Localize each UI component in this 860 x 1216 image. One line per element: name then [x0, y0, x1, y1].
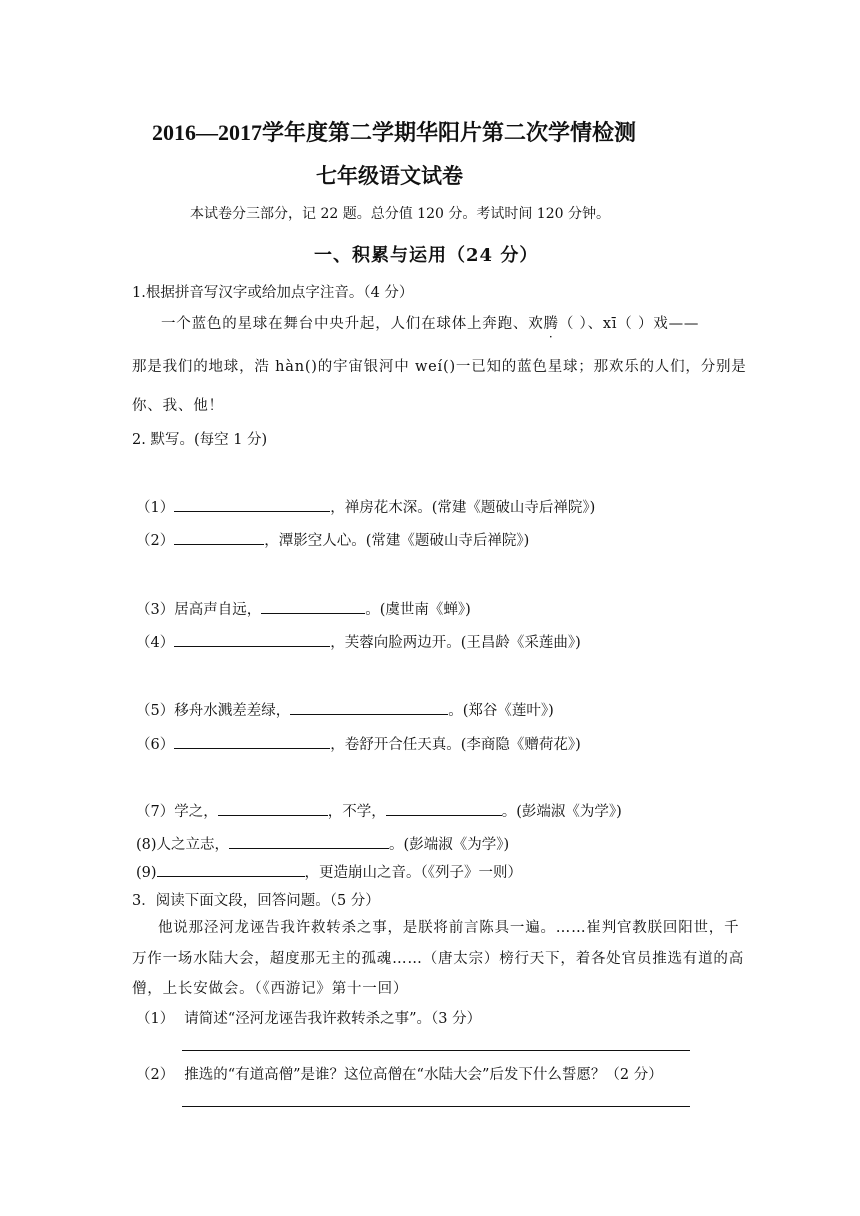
recitation-item-1	[136, 496, 595, 517]
item-number: (9)	[136, 865, 157, 881]
recitation-item-4	[136, 631, 581, 652]
item-text: 学之，	[174, 804, 218, 820]
exam-title: 2016—2017学年度第二学期华阳片第二次学情检测	[152, 120, 637, 145]
sub-number: （1）	[136, 1011, 175, 1027]
item-number: （4）	[136, 635, 175, 651]
section-heading-1: 一、积累与运用（24 分）	[314, 245, 539, 266]
item-text: ，芙蓉向脸两边开。(王昌龄《采莲曲》)	[330, 635, 581, 651]
item-text: ，不学，	[327, 804, 386, 820]
recitation-item-6	[136, 733, 581, 754]
question-1-line-1	[161, 312, 699, 333]
item-number: （1）	[136, 500, 175, 516]
answer-line[interactable]	[182, 1106, 690, 1107]
question-1-line-3: 你、我、他！	[132, 398, 224, 414]
recitation-item-5	[136, 699, 554, 720]
sub-text: 推选的“有道高僧”是谁？这位高僧在“水陆大会”后发下什么誓愿？（2 分）	[184, 1067, 663, 1083]
question-3-stem: 3．阅读下面文段，回答问题。（5 分）	[132, 893, 380, 909]
item-number: （7）	[136, 804, 175, 820]
answer-blank[interactable]	[174, 734, 330, 749]
item-number: （5）	[136, 703, 175, 719]
answer-blank[interactable]	[261, 599, 365, 614]
item-text: ，更造崩山之音。（《列子》一则）	[304, 865, 523, 881]
item-text: 。(虞世南《蝉》)	[365, 602, 471, 618]
item-number: (8)	[136, 837, 157, 853]
exam-subtitle: 七年级语文试卷	[316, 163, 463, 188]
item-text: 居高声自远，	[174, 602, 262, 618]
answer-blank[interactable]	[174, 530, 264, 545]
item-text: 。(彭端淑《为学》)	[501, 804, 622, 820]
answer-blank[interactable]	[386, 801, 502, 816]
question-3-sub-1	[136, 1007, 481, 1028]
question-1-stem: 1.根据拼音写汉字或给加点字注音。（4 分）	[132, 285, 414, 301]
recitation-item-8	[136, 833, 509, 854]
sub-number: （2）	[136, 1067, 175, 1083]
question-1-line-2: 那是我们的地球，浩 hàn()的宇宙银河中 weí()一已知的蓝色星球；那欢乐的人们，分别是	[132, 359, 747, 375]
answer-line[interactable]	[182, 1050, 690, 1051]
question-1-dotted-char: 腾	[543, 316, 559, 332]
answer-blank[interactable]	[157, 862, 305, 877]
answer-blank[interactable]	[174, 497, 330, 512]
item-number: （3）	[136, 602, 175, 618]
recitation-item-9	[136, 861, 522, 882]
exam-instructions: 本试卷分三部分，记 22 题。总分值 120 分。考试时间 120 分钟。	[190, 206, 610, 222]
item-text: ，禅房花木深。(常建《题破山寺后禅院》)	[330, 500, 596, 516]
item-number: （2）	[136, 533, 175, 549]
answer-blank[interactable]	[290, 700, 448, 715]
recitation-item-7	[136, 800, 622, 821]
recitation-item-3	[136, 598, 471, 619]
item-number: （6）	[136, 737, 175, 753]
answer-blank[interactable]	[229, 834, 389, 849]
question-3-passage-line-3: 僧，上长安做会。（《西游记》第十一回）	[132, 981, 409, 997]
sub-text: 请简述“泾河龙诬告我许救转杀之事”。（3 分）	[184, 1011, 482, 1027]
answer-blank[interactable]	[218, 801, 328, 816]
recitation-item-2	[136, 529, 529, 550]
question-3-passage-line-1: 他说那泾河龙诬告我许救转杀之事，是朕将前言陈具一遍。……崔判官教朕回阳世，千	[158, 920, 740, 936]
question-1-line-1-text-b: （ ）、xī（ ）戏——	[558, 316, 700, 332]
item-text: 人之立志，	[156, 837, 230, 853]
item-text: 移舟水溅差差绿，	[174, 703, 291, 719]
question-3-passage-line-2: 万作一场水陆大会，超度那无主的孤魂……（唐太宗）榜行天下，着各处官员推选有道的高	[132, 951, 744, 967]
question-3-sub-2	[136, 1063, 663, 1084]
item-text: 。(彭端淑《为学》)	[389, 837, 510, 853]
question-1-line-1-text-a: 一个蓝色的星球在舞台中央升起，人们在球体上奔跑、欢	[161, 316, 544, 332]
question-2-stem: 2. 默写。(每空 1 分)	[132, 432, 268, 448]
item-text: ，卷舒开合任天真。(李商隐《赠荷花》)	[330, 737, 581, 753]
answer-blank[interactable]	[174, 632, 330, 647]
item-text: ，潭影空人心。(常建《题破山寺后禅院》)	[264, 533, 530, 549]
item-text: 。(郑谷《莲叶》)	[448, 703, 554, 719]
